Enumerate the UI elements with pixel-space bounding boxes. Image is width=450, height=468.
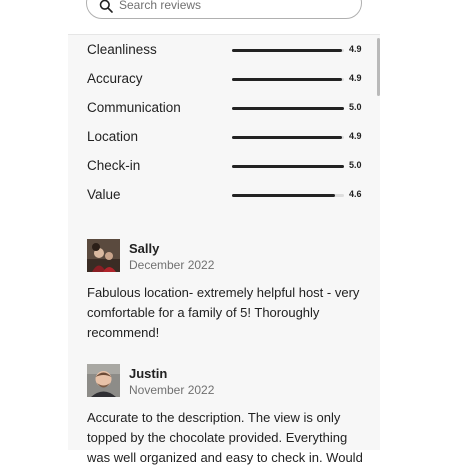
rating-value: 5.0: [349, 102, 362, 112]
rating-bar-fill: [232, 78, 342, 81]
search-icon: [99, 0, 113, 13]
reviews-panel: [68, 0, 380, 465]
reviewer-photo-icon: [87, 364, 120, 397]
rating-label: Check-in: [87, 158, 141, 173]
rating-bar-fill: [232, 49, 342, 52]
rating-bar: [232, 136, 344, 139]
rating-row-value: [87, 185, 367, 205]
rating-row-cleanliness: [87, 40, 367, 60]
rating-label: Communication: [87, 100, 181, 115]
avatar[interactable]: [87, 239, 120, 272]
rating-label: Accuracy: [87, 71, 143, 86]
reviewer-name: Justin: [129, 366, 168, 381]
rating-bar: [232, 165, 344, 168]
review-item: [87, 239, 372, 359]
rating-value: 4.6: [349, 189, 362, 199]
search-input[interactable]: [119, 0, 339, 13]
rating-bar-fill: [232, 107, 344, 110]
rating-bar-fill: [232, 165, 344, 168]
search-header: [68, 0, 380, 35]
reviewer-name: Sally: [129, 241, 160, 256]
rating-value: 4.9: [349, 73, 362, 83]
rating-bar: [232, 107, 344, 110]
review-date: November 2022: [129, 383, 215, 397]
reviewer-photo-icon: [87, 239, 120, 272]
rating-bar: [232, 78, 344, 81]
review-item: [87, 364, 372, 465]
rating-bar: [232, 194, 344, 197]
review-date: December 2022: [129, 258, 215, 272]
avatar[interactable]: [87, 364, 120, 397]
rating-label: Location: [87, 129, 139, 144]
rating-bar-fill: [232, 194, 335, 197]
scrollbar[interactable]: [377, 38, 380, 96]
rating-value: 4.9: [349, 44, 362, 54]
rating-row-accuracy: [87, 69, 367, 89]
rating-value: 5.0: [349, 160, 362, 170]
review-text: Accurate to the description. The view is only topped by the chocolate provided. Everything was well organized and easy to check in. Would: [87, 410, 363, 465]
rating-row-communication: [87, 98, 367, 118]
rating-bar: [232, 49, 344, 52]
rating-value: 4.9: [349, 131, 362, 141]
review-text: Fabulous location- extremely helpful host - very comfortable for a family of 5! Thoroughly recommend!: [87, 285, 360, 340]
rating-row-check-in: [87, 156, 367, 176]
search-bar[interactable]: [86, 0, 362, 19]
rating-bar-fill: [232, 136, 342, 139]
rating-row-location: [87, 127, 367, 147]
rating-label: Cleanliness: [87, 42, 157, 57]
rating-label: Value: [87, 187, 121, 202]
